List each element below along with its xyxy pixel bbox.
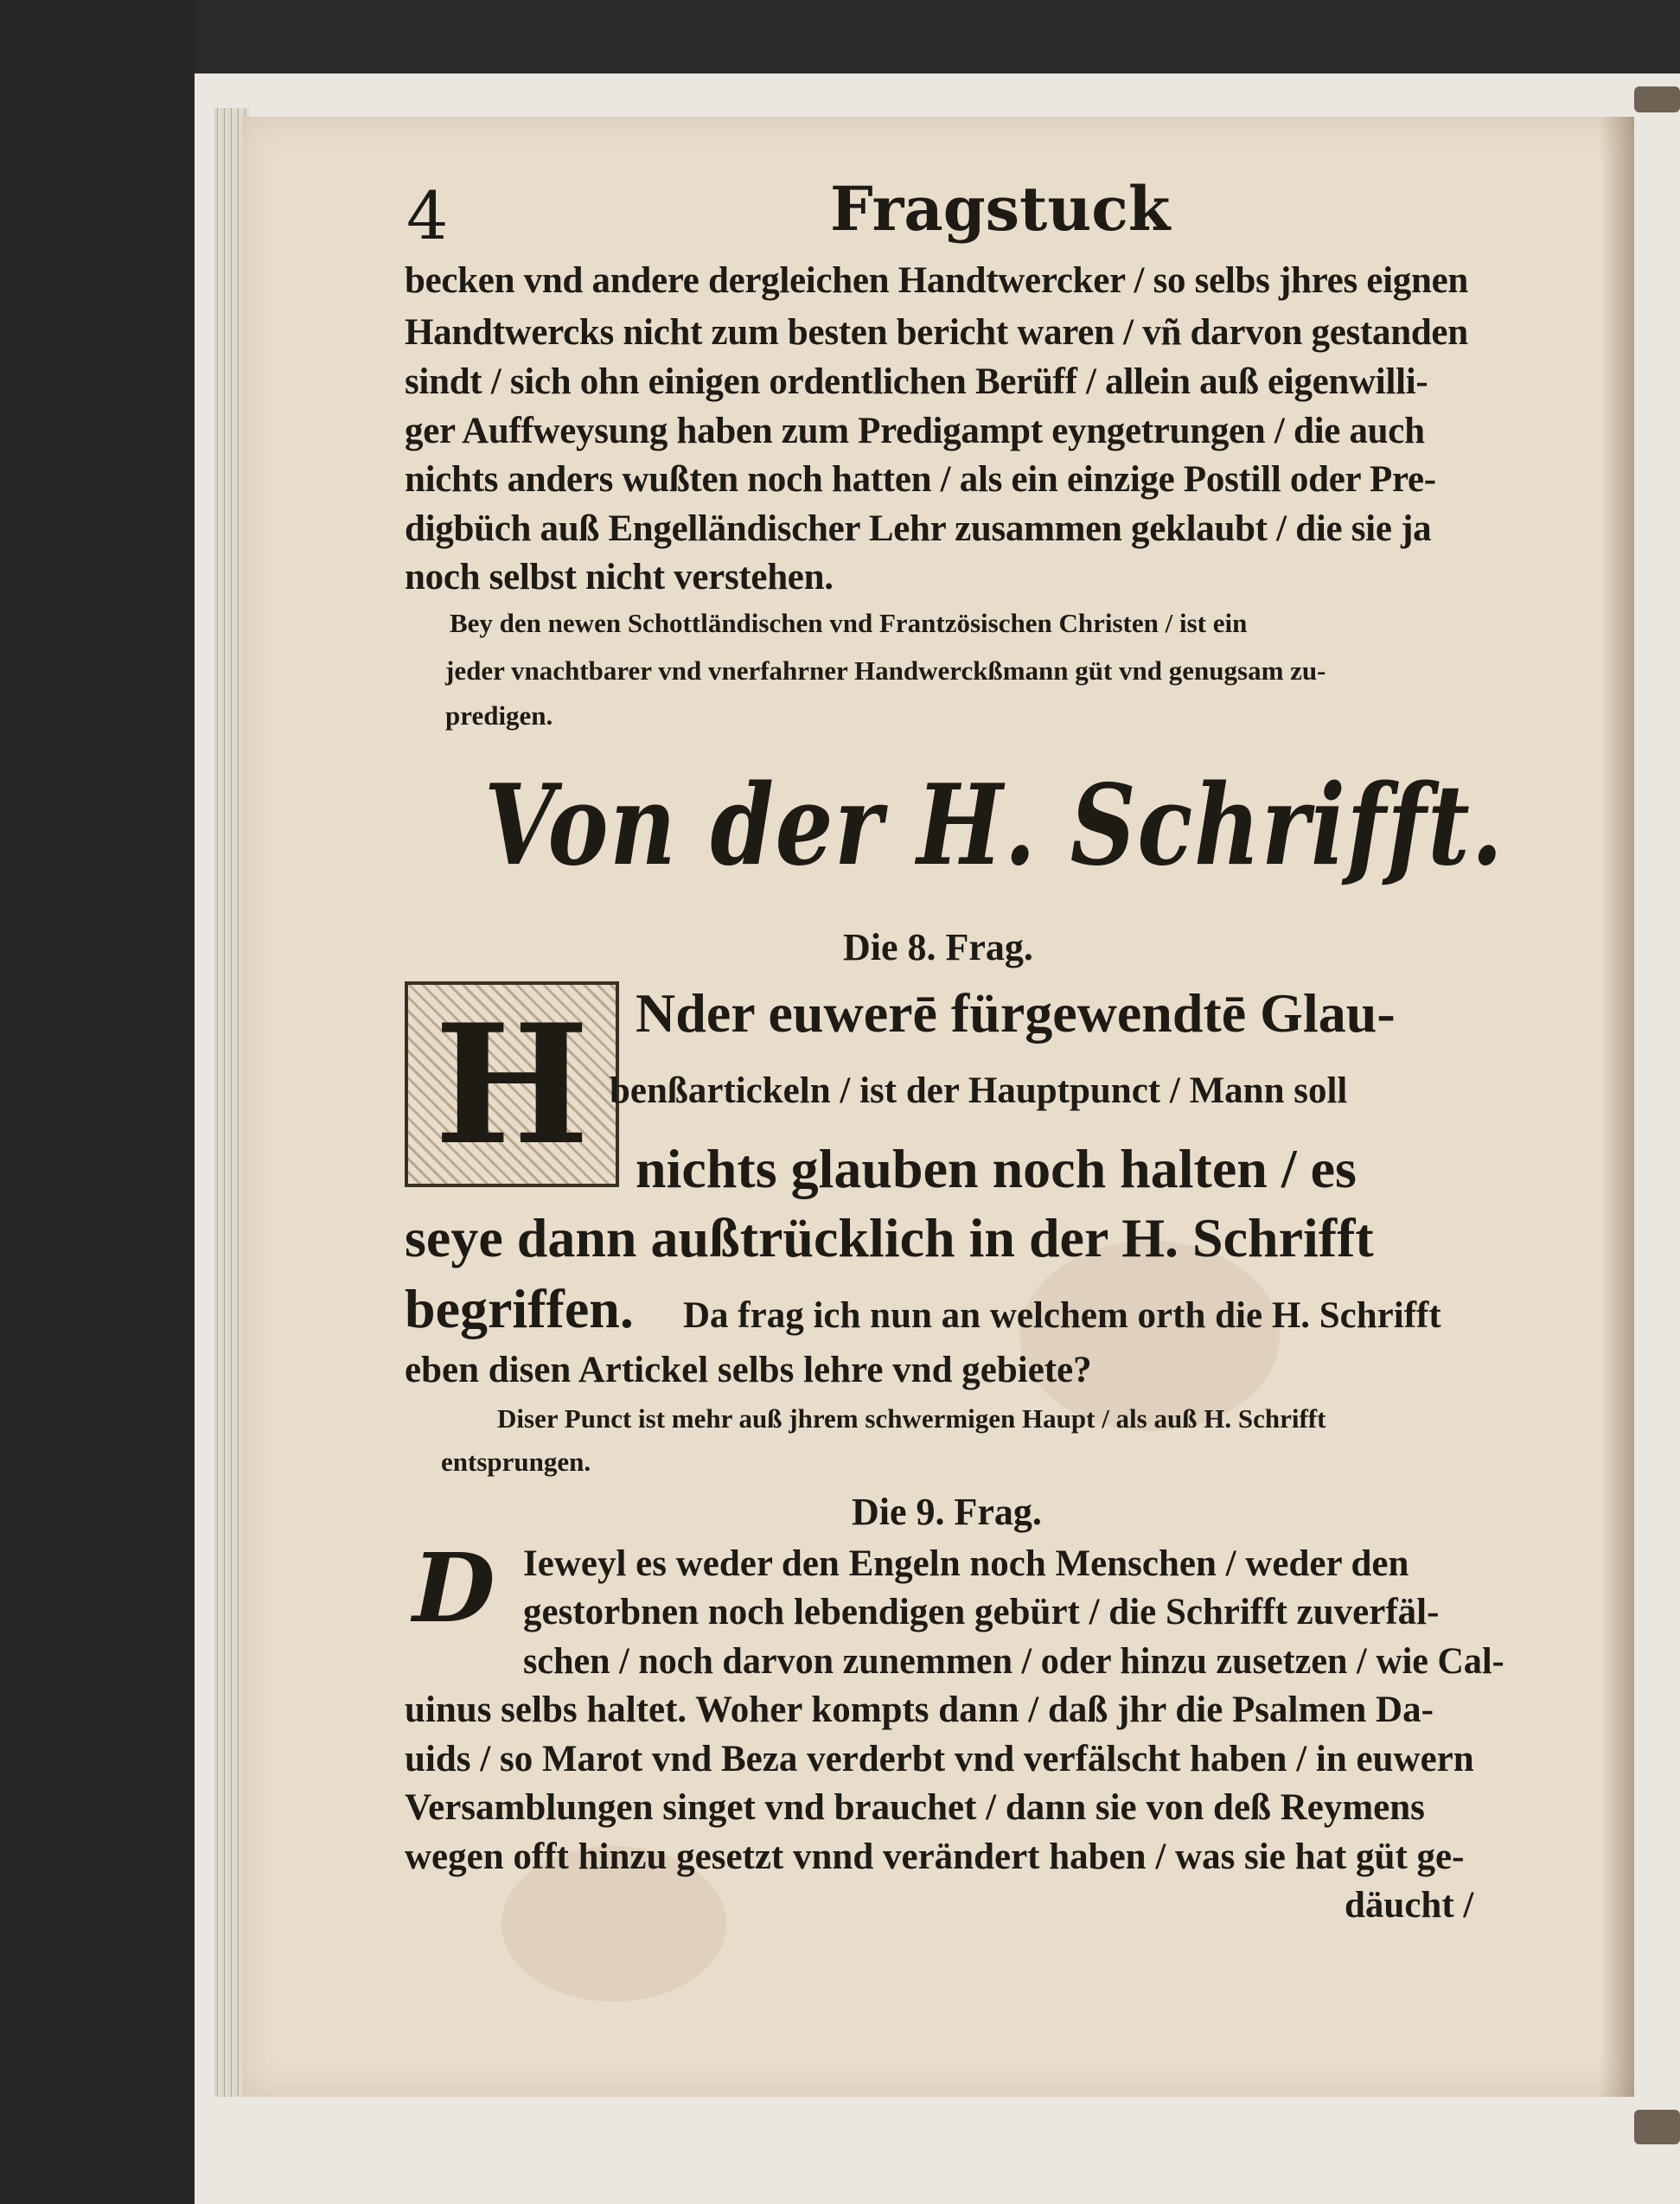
question-line: uids / so Marot vnd Beza verderbt vnd verfälscht haben / in euwern — [405, 1739, 1474, 1779]
question-line: seye dann außtrücklich in der H. Schrifft — [405, 1207, 1374, 1268]
paper-stain — [1020, 1241, 1280, 1431]
body-line: noch selbst nicht verstehen. — [405, 557, 834, 597]
gloss-line: entsprungen. — [441, 1447, 591, 1477]
gloss-line: Bey den newen Schottländischen vnd Frantzösischen Christen / ist ein — [450, 608, 1248, 638]
body-line: digbüch auß Engelländischer Lehr zusammen geklaubt / die sie ja — [405, 508, 1432, 549]
decorated-initial: H — [405, 981, 619, 1187]
question-line: eben disen Artickel selbs lehre vnd gebiete? — [405, 1350, 1092, 1390]
question-line: nichts glauben noch halten / es — [636, 1138, 1357, 1199]
gutter-shadow — [1600, 117, 1634, 2097]
decorated-initial: D — [403, 1535, 505, 1641]
running-head: Fragstuck — [830, 173, 1171, 245]
question-title: Die 9. Frag. — [852, 1491, 1042, 1533]
body-line: sindt / sich ohn einigen ordentlichen Berüff / allein auß eigenwilli- — [405, 361, 1428, 402]
question-line: Nder euwerē fürgewendtē Glau- — [636, 982, 1396, 1044]
question-line: uinus selbs haltet. Woher kompts dann / daß jhr die Psalmen Da- — [405, 1690, 1434, 1730]
question-line: wegen offt hinzu gesetzt vnnd verändert haben / was sie hat güt ge- — [405, 1837, 1465, 1877]
body-line: ger Auffweysung haben zum Predigampt eyngetrungen / die auch — [405, 411, 1425, 451]
question-line: benßartickeln / ist der Hauptpunct / Mann soll — [610, 1070, 1348, 1111]
gloss-line: Diser Punct ist mehr auß jhrem schwermigen Haupt / als auß H. Schrifft — [497, 1403, 1326, 1434]
question-line: Ieweyl es weder den Engeln noch Menschen / weder den — [523, 1543, 1409, 1584]
section-heading: Von der H. Schrifft. — [484, 761, 1504, 891]
question-line: Da frag ich nun an welchem orth die H. Schrifft — [683, 1295, 1441, 1336]
question-line: begriffen. — [405, 1278, 634, 1339]
question-title: Die 8. Frag. — [843, 926, 1033, 968]
scan-background — [0, 0, 195, 2204]
catchword: däucht / — [1345, 1885, 1474, 1926]
gloss-line: predigen. — [445, 700, 553, 731]
question-line: schen / noch darvon zunemmen / oder hinzu zusetzen / wie Cal- — [523, 1641, 1504, 1682]
binding-thread-bottom — [1634, 2110, 1680, 2144]
gloss-line: jeder vnachtbarer vnd vnerfahrner Handwerckßmann güt vnd genugsam zu- — [445, 655, 1326, 686]
binding-thread-top — [1634, 86, 1680, 112]
body-line: becken vnd andere dergleichen Handtwercker / so selbs jhres eignen — [405, 260, 1468, 301]
question-line: Versamblungen singet vnd brauchet / dann sie von deß Reymens — [405, 1787, 1425, 1828]
question-line: gestorbnen noch lebendigen gebürt / die Schrifft zuverfäl- — [523, 1592, 1440, 1632]
page-number: 4 — [406, 177, 449, 254]
body-line: Handtwercks nicht zum besten bericht waren / vñ darvon gestanden — [405, 312, 1468, 353]
body-line: nichts anders wußten noch hatten / als ein einzige Postill oder Pre- — [405, 459, 1436, 500]
